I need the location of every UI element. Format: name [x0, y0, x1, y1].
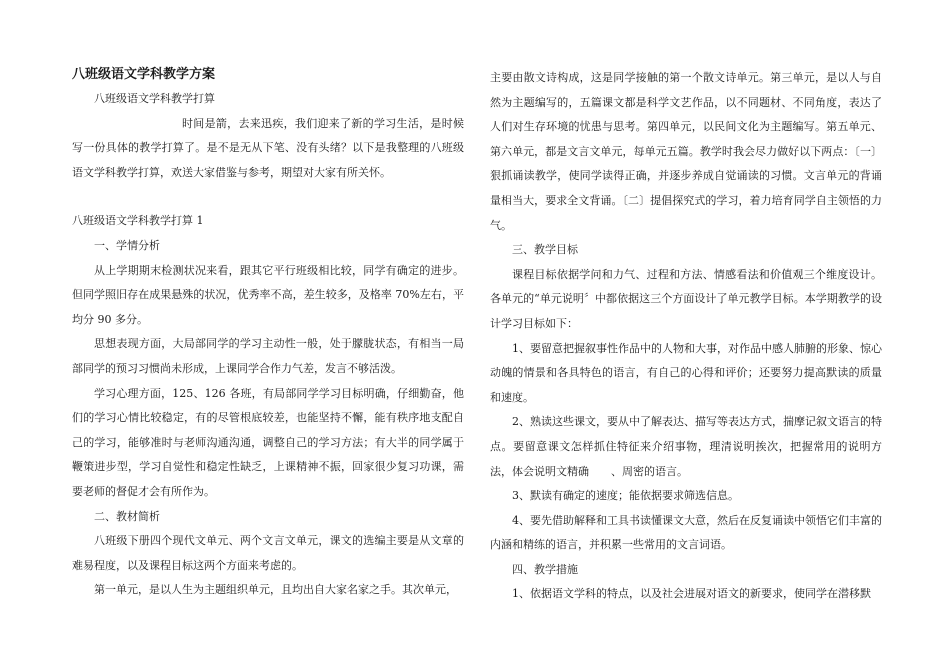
paragraph-unit-one: 第一单元，是以人生为主题组织单元，且均出自大家名家之手。其次单元， [94, 583, 457, 597]
paragraph-goals-intro: 课程目标依据学问和力气、过程和方法、情感看法和价值观三个维度设计。各单元的“单元说明〞中都依据这三个方面设计了单元教学目标。本学期教学的设计学习目标如下： [490, 267, 882, 330]
goal-item-4: 4、要先借助解释和工具书读懂课文大意，然后在反复诵读中领悟它们丰富的内涵和精练的语言，并积累一些常用的文言词语。 [490, 513, 882, 552]
paragraph-exam-results: 从上学期期末检测状况来看，跟其它平行班级相比较，同学有确定的进步。但同学照旧存在成果悬殊的状况，优秀率不高，差生较多，及格率 70%左右，平均分 90 多分。 [72, 263, 464, 326]
goal-item-2: 2、熟读这些课文，要从中了解表达、描写等表达方式，揣摩记叙文语言的特点。要留意课文怎样抓住特征来介绍事物，理清说明挨次，把握常用的说明方法，体会说明文精确 、周密的语言。 [490, 415, 882, 478]
heading-teaching-measures: 四、教学措施 [512, 562, 578, 576]
document-title: 八班级语文学科教学方案 [72, 67, 216, 82]
paragraph-units-continued: 主要由散文诗构成，这是同学接触的第一个散文诗单元。第三单元，是以人与自然为主题编写的，五篇课文都是科学文艺作品，以不同题材、不同角度，表达了人们对生存环境的忧患与思考。第四单元，以民间文化为主题编写。第五单元、第六单元，都是文言文单元，每单元五篇。教学时我会尽力做好以下两点：〔一〕狠抓诵读教学，使同学读得正确，并逐步养成自觉诵读的习惯。文言单元的背诵量相当大，要求全文背诵。〔二〕提倡探究式的学习，着力培育同学自主领悟的力气。 [490, 71, 882, 232]
goal-item-1: 1、要留意把握叙事性作品中的人物和大事，对作品中感人肺腑的形象、惊心动魄的情景和各具特色的语言，有自己的心得和评价；还要努力提高默读的质量和速度。 [490, 341, 882, 404]
intro-paragraph: 时间是箭，去来迅疾，我们迎来了新的学习生活，是时候写一份具体的教学打算了。是不是无从下笔、没有头绪？以下是我整理的八班级语文学科教学打算，欢送大家借鉴与参考，期望对大家有所关怀。 [72, 116, 464, 179]
measure-item-1: 1、依据语文学科的特点，以及社会进展对语文的新要求，使同学在潜移默 [512, 587, 871, 601]
paragraph-learning-psychology: 学习心理方面，125、126 各班，有局部同学学习目标明确，仔细勤奋，他们的学习心情比较稳定，有的尽管根底较差，也能坚持不懈，能有秩序地支配自己的学习，能够准时与老师沟通沟通，调整自己的学习方法；有大半的同学属于鞭策进步型，学习自觉性和稳定性缺乏，上课精神不振，回家很少复习功课，需要老师的督促才会有所作为。 [72, 386, 464, 498]
right-column [490, 66, 882, 607]
document-subtitle: 八班级语文学科教学打算 [94, 92, 215, 105]
heading-textbook-analysis: 二、教材简析 [94, 509, 160, 523]
heading-situation-analysis: 一、学情分析 [94, 238, 160, 252]
goal-item-3: 3、默读有确定的速度；能依据要求筛选信息。 [512, 489, 739, 503]
section-title: 八班级语文学科教学打算 1 [72, 214, 204, 228]
heading-teaching-goals: 三、教学目标 [512, 243, 578, 257]
paragraph-textbook-overview: 八班级下册四个现代文单元、两个文言文单元，课文的选编主要是从文章的难易程度，以及课程目标这两个方面来考虑的。 [72, 534, 464, 572]
paragraph-attitude: 思想表现方面，大局部同学的学习主动性一般，处于朦胧状态，有相当一局部同学的预习习惯尚未形成，上课同学合作力气差，发言不够活泼。 [72, 337, 464, 375]
left-column [72, 66, 464, 603]
